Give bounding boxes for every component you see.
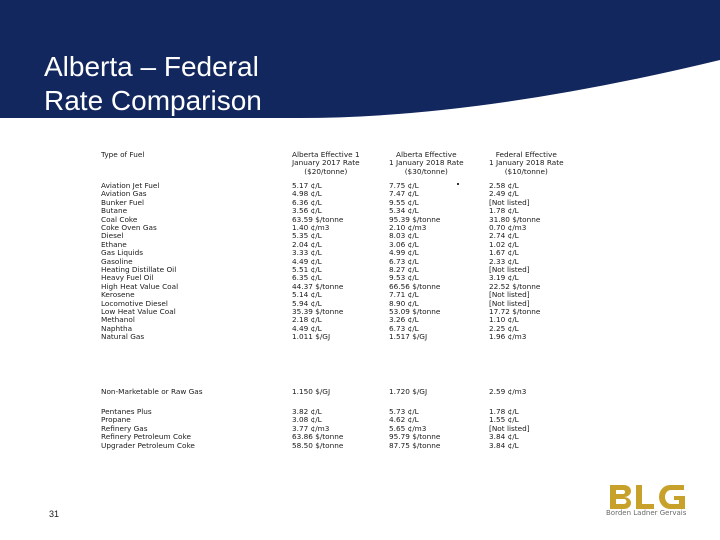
page-title: Alberta – Federal Rate Comparison — [44, 51, 262, 116]
rate-cell: 4.49 ¢/L — [292, 323, 322, 333]
rate-cell: 5.17 ¢/L — [292, 181, 322, 190]
rate-cell: 2.59 ¢/m3 — [489, 387, 527, 396]
fuel-type-cell: Heavy Fuel Oil — [101, 273, 154, 283]
rate-cell: 95.39 $/tonne — [389, 214, 441, 224]
rate-cell: [Not listed] — [489, 197, 530, 207]
rate-cell: 4.62 ¢/L — [389, 415, 419, 425]
fuel-type-cell: Methanol — [101, 315, 135, 325]
rate-cell: 2.25 ¢/L — [489, 323, 519, 333]
rate-cell: 3.19 ¢/L — [489, 273, 519, 283]
rate-cell: 3.33 ¢/L — [292, 248, 322, 258]
rate-cell: 2.58 ¢/L — [489, 181, 519, 190]
rate-cell: 3.06 ¢/L — [389, 239, 419, 249]
rate-cell: 1.517 $/GJ — [389, 332, 428, 342]
header-federal-2018: Federal Effective 1 January 2018 Rate ($10/tonne) — [489, 150, 564, 176]
rate-cell: 53.09 $/tonne — [389, 307, 441, 316]
rate-cell: 1.40 ¢/m3 — [292, 223, 330, 232]
rate-cell: 58.50 $/tonne — [292, 440, 344, 450]
rate-cell: 2.18 ¢/L — [292, 315, 322, 325]
rate-cell: 5.34 ¢/L — [389, 206, 419, 216]
fuel-type-cell: Locomotive Diesel — [101, 298, 168, 308]
rate-cell: 1.011 $/GJ — [292, 332, 331, 342]
rate-cell: 6.73 ¢/L — [389, 323, 419, 333]
rate-cell: 1.02 ¢/L — [489, 239, 519, 249]
fuel-type-cell: Pentanes Plus — [101, 407, 152, 416]
rate-cell: 9.55 ¢/L — [389, 197, 419, 207]
rate-cell: 1.96 ¢/m3 — [489, 332, 527, 342]
rate-cell: 4.98 ¢/L — [292, 189, 322, 199]
rate-cell: 1.150 $/GJ — [292, 387, 331, 396]
header-alberta-2018: Alberta Effective 1 January 2018 Rate ($30/tonne) — [389, 150, 464, 176]
fuel-type-cell: Ethane — [101, 239, 127, 249]
rate-cell: [Not listed] — [489, 423, 530, 433]
rate-cell: 1.78 ¢/L — [489, 206, 519, 216]
rate-cell: 1.78 ¢/L — [489, 407, 519, 416]
rate-cell: 3.84 ¢/L — [489, 432, 519, 442]
fuel-type-cell: Upgrader Petroleum Coke — [101, 440, 195, 450]
fuel-type-cell: Kerosene — [101, 290, 135, 300]
rate-cell: 5.35 ¢/L — [292, 231, 322, 241]
rate-cell: 4.49 ¢/L — [292, 256, 322, 266]
rate-cell: 22.52 $/tonne — [489, 281, 541, 291]
blg-logo — [608, 483, 688, 523]
fuel-type-cell: Naphtha — [101, 323, 133, 333]
rate-cell: 1.720 $/GJ — [389, 387, 428, 396]
rate-cell: 8.90 ¢/L — [389, 298, 419, 308]
fuel-type-cell: Heating Distillate Oil — [101, 265, 177, 274]
rate-cell: 35.39 $/tonne — [292, 307, 344, 316]
rate-cell: 6.73 ¢/L — [389, 256, 419, 266]
rate-cell: 3.77 ¢/m3 — [292, 423, 330, 433]
rate-cell: 2.74 ¢/L — [489, 231, 519, 241]
fuel-type-cell: Low Heat Value Coal — [101, 307, 176, 316]
fuel-type-cell: Coke Oven Gas — [101, 223, 157, 232]
rate-cell: 1.10 ¢/L — [489, 315, 519, 325]
rate-cell: 5.51 ¢/L — [292, 265, 322, 274]
rate-cell: 3.26 ¢/L — [389, 315, 419, 325]
rate-cell: 6.35 ¢/L — [292, 273, 322, 283]
rate-cell: 0.70 ¢/m3 — [489, 223, 527, 232]
fuel-type-cell: High Heat Value Coal — [101, 281, 179, 291]
rate-cell: 66.56 $/tonne — [389, 281, 441, 291]
fuel-type-cell: Bunker Fuel — [101, 197, 144, 207]
rate-cell: 1.67 ¢/L — [489, 248, 519, 258]
rate-cell: 8.03 ¢/L — [389, 231, 419, 241]
rate-cell: 9.53 ¢/L — [389, 273, 419, 283]
fuel-type-cell: Gas Liquids — [101, 248, 144, 258]
fuel-type-cell: Coal Coke — [101, 214, 138, 224]
rate-cell: [Not listed] — [489, 265, 530, 274]
fuel-type-cell: Non-Marketable or Raw Gas — [101, 387, 203, 396]
rate-cell: 6.36 ¢/L — [292, 197, 322, 207]
fuel-type-cell: Diesel — [101, 231, 124, 241]
rate-cell: 5.94 ¢/L — [292, 298, 322, 308]
rate-cell: 7.47 ¢/L — [389, 189, 419, 199]
rate-cell: 2.33 ¢/L — [489, 256, 519, 266]
rate-cell: 17.72 $/tonne — [489, 307, 541, 316]
fuel-type-cell: Refinery Petroleum Coke — [101, 432, 191, 442]
rate-cell: 1.55 ¢/L — [489, 415, 519, 425]
rate-cell: 63.86 $/tonne — [292, 432, 344, 442]
rate-cell: [Not listed] — [489, 290, 530, 300]
fuel-type-cell: Aviation Jet Fuel — [101, 181, 160, 190]
company-name: Borden Ladner Gervais — [606, 509, 687, 517]
rate-cell: 3.82 ¢/L — [292, 407, 322, 416]
rate-cell: 95.79 $/tonne — [389, 432, 441, 442]
rate-cell: 44.37 $/tonne — [292, 281, 344, 291]
rate-cell: 2.10 ¢/m3 — [389, 223, 427, 232]
rate-cell: 3.84 ¢/L — [489, 440, 519, 450]
fuel-type-cell: Gasoline — [101, 256, 133, 266]
page-number: 31 — [49, 509, 60, 519]
header-fuel-type: Type of Fuel — [101, 150, 145, 159]
rate-cell: 87.75 $/tonne — [389, 440, 441, 450]
rate-cell: 3.08 ¢/L — [292, 415, 322, 425]
fuel-type-cell: Aviation Gas — [101, 189, 147, 199]
rate-cell: 4.99 ¢/L — [389, 248, 419, 258]
rate-cell: 2.49 ¢/L — [489, 189, 519, 199]
rate-cell: 5.14 ¢/L — [292, 290, 322, 300]
rate-cell: 8.27 ¢/L — [389, 265, 419, 274]
rate-cell: 5.65 ¢/m3 — [389, 423, 427, 433]
rate-cell: 63.59 $/tonne — [292, 214, 344, 224]
fuel-type-cell: Natural Gas — [101, 332, 145, 342]
fuel-type-cell: Butane — [101, 206, 128, 216]
fuel-type-cell: Propane — [101, 415, 131, 425]
rate-cell: 31.80 $/tonne — [489, 214, 541, 224]
rate-cell: 3.56 ¢/L — [292, 206, 322, 216]
stray-mark — [457, 183, 459, 185]
rate-cell: 2.04 ¢/L — [292, 239, 322, 249]
rate-cell: 7.71 ¢/L — [389, 290, 419, 300]
fuel-type-cell: Refinery Gas — [101, 423, 148, 433]
header-alberta-2017: Alberta Effective 1 January 2017 Rate ($20/tonne) — [292, 150, 360, 176]
rate-cell: 7.75 ¢/L — [389, 181, 419, 190]
rate-cell: 5.73 ¢/L — [389, 407, 419, 416]
rate-cell: [Not listed] — [489, 298, 530, 308]
